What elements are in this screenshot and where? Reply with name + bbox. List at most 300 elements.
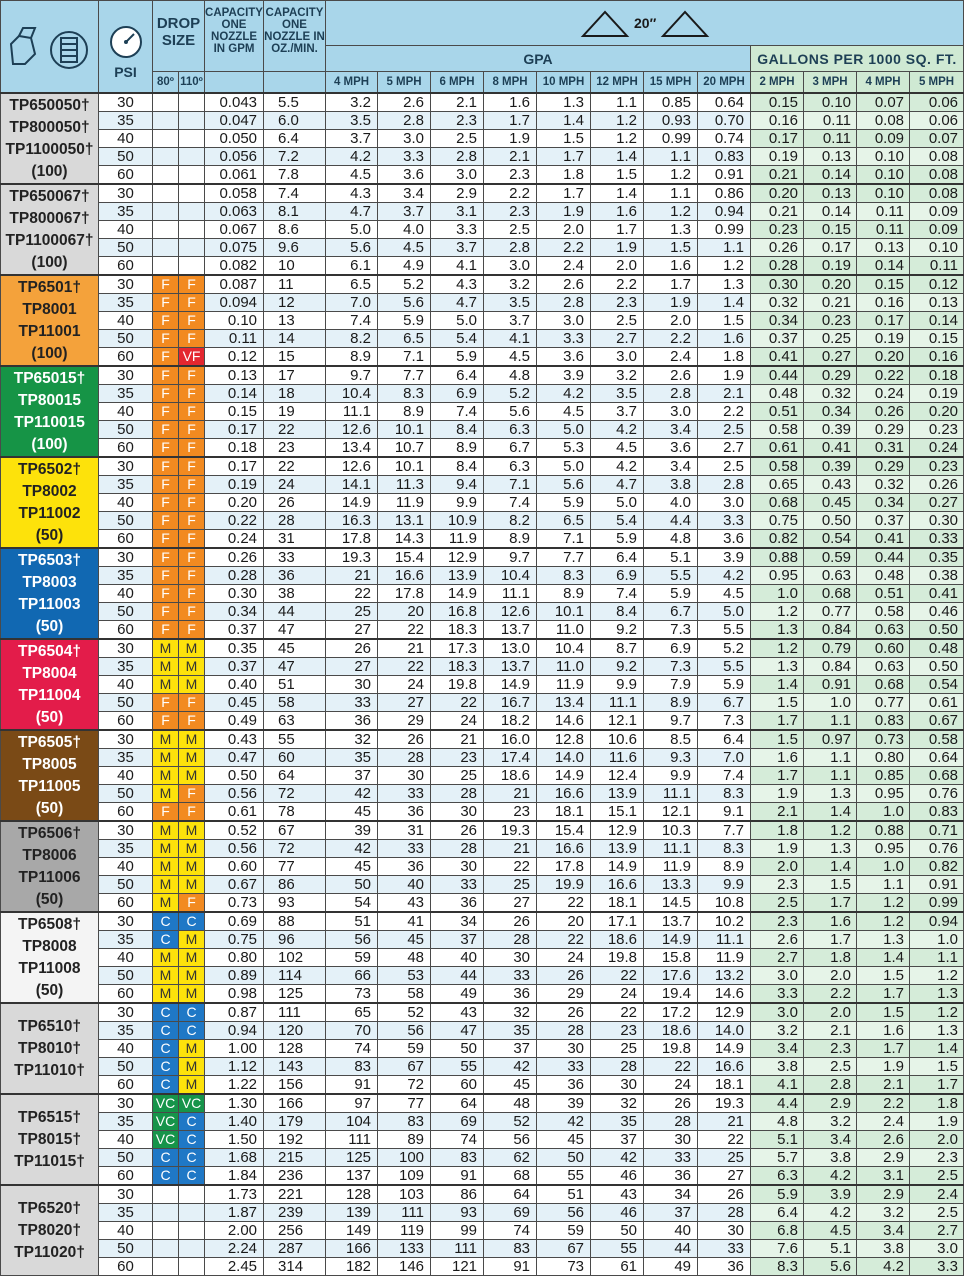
psi-cell: 35 — [99, 203, 153, 221]
gal-speed-header: 3 MPH — [804, 72, 857, 94]
gpa-cell: 4.4 — [644, 512, 698, 530]
gpa-cell: 99 — [431, 1222, 484, 1240]
gpa-cell: 91 — [431, 1167, 484, 1186]
gpa-cell: 7.1 — [537, 530, 591, 549]
gpa-cell: 56 — [326, 931, 378, 949]
gal-per-1000-cell: 0.58 — [857, 603, 910, 621]
gpa-cell: 2.8 — [378, 112, 431, 130]
gal-per-1000-cell: 1.4 — [910, 1040, 964, 1058]
psi-cell: 35 — [99, 476, 153, 494]
gal-per-1000-cell: 0.27 — [910, 494, 964, 512]
gal-per-1000-cell: 0.08 — [910, 166, 964, 185]
gpa-cell: 11.1 — [484, 585, 537, 603]
capacity-gpm-cell: 0.56 — [205, 785, 264, 803]
gal-per-1000-cell: 1.0 — [857, 858, 910, 876]
table-row — [1, 1204, 964, 1222]
psi-cell: 30 — [99, 275, 153, 294]
table-row — [1, 676, 964, 694]
gpa-cell: 5.0 — [326, 221, 378, 239]
gpa-cell: 2.2 — [698, 403, 751, 421]
gpa-cell: 5.3 — [537, 439, 591, 458]
drop-size-80-cell: C — [153, 1003, 179, 1022]
gpa-cell: 8.9 — [644, 694, 698, 712]
gal-per-1000-cell: 0.29 — [804, 366, 857, 385]
nozzle-model: TP8010† — [18, 1039, 81, 1057]
gpa-cell: 9.1 — [698, 803, 751, 822]
drop-size-80-cell — [153, 221, 179, 239]
table-row — [1, 148, 964, 166]
table-row — [1, 184, 964, 203]
gpa-cell: 27 — [326, 658, 378, 676]
drop-size-80-cell: M — [153, 785, 179, 803]
gpa-cell: 83 — [484, 1240, 537, 1258]
gpa-cell: 3.5 — [326, 112, 378, 130]
gal-per-1000-cell: 0.13 — [857, 239, 910, 257]
gal-per-1000-cell: 0.50 — [910, 621, 964, 640]
capacity-gpm-cell: 1.87 — [205, 1204, 264, 1222]
gpa-cell: 2.9 — [431, 184, 484, 203]
gal-per-1000-cell: 0.31 — [857, 439, 910, 458]
gpa-cell: 67 — [537, 1240, 591, 1258]
gal-per-1000-cell: 0.50 — [804, 512, 857, 530]
psi-cell: 30 — [99, 93, 153, 112]
drop-size-80-cell: M — [153, 749, 179, 767]
gal-per-1000-cell: 0.88 — [751, 548, 804, 567]
drop-size-110-cell: M — [179, 730, 205, 749]
gal-per-1000-cell: 6.4 — [751, 1204, 804, 1222]
gpa-cell: 2.3 — [484, 203, 537, 221]
table-row — [1, 712, 964, 731]
gpa-cell: 5.9 — [378, 312, 431, 330]
drop-size-110-cell: M — [179, 1076, 205, 1095]
capacity-gpm-cell: 1.84 — [205, 1167, 264, 1186]
gpa-cell: 30 — [431, 803, 484, 822]
table-row — [1, 1167, 964, 1186]
gal-per-1000-cell: 5.1 — [751, 1131, 804, 1149]
gal-per-1000-cell: 0.17 — [857, 312, 910, 330]
drop-size-80-cell — [153, 112, 179, 130]
gal-per-1000-cell: 1.2 — [751, 603, 804, 621]
gal-per-1000-cell: 4.5 — [804, 1222, 857, 1240]
gpa-cell: 4.5 — [378, 239, 431, 257]
gpa-cell: 21 — [484, 840, 537, 858]
drop-size-80-cell: F — [153, 294, 179, 312]
gal-per-1000-cell: 2.7 — [910, 1222, 964, 1240]
gal-per-1000-cell: 1.2 — [910, 967, 964, 985]
capacity-gpm-cell: 1.12 — [205, 1058, 264, 1076]
gpa-cell: 3.9 — [698, 548, 751, 567]
gal-per-1000-cell: 0.63 — [857, 621, 910, 640]
gal-per-1000-cell: 0.20 — [804, 275, 857, 294]
psi-cell: 40 — [99, 1222, 153, 1240]
gal-per-1000-cell: 3.0 — [751, 967, 804, 985]
gpa-cell: 28 — [537, 1022, 591, 1040]
gpa-cell: 18.6 — [484, 767, 537, 785]
capacity-gpm-cell: 0.17 — [205, 421, 264, 439]
gpa-cell: 11.1 — [644, 785, 698, 803]
capacity-oz-cell: 64 — [264, 767, 326, 785]
capacity-gpm-cell: 0.34 — [205, 603, 264, 621]
gal-per-1000-cell: 2.3 — [804, 1040, 857, 1058]
gpa-cell: 7.4 — [431, 403, 484, 421]
gpa-cell: 17.8 — [378, 585, 431, 603]
gpa-cell: 18.3 — [431, 621, 484, 640]
gal-per-1000-cell: 0.43 — [804, 476, 857, 494]
gpa-cell: 1.5 — [537, 130, 591, 148]
drop-size-80-cell: M — [153, 767, 179, 785]
drop-size-80-cell: M — [153, 658, 179, 676]
gpa-cell: 22 — [537, 894, 591, 913]
drop-size-110-cell: M — [179, 949, 205, 967]
gpa-cell: 47 — [431, 1022, 484, 1040]
gpa-cell: 7.3 — [698, 712, 751, 731]
drop-size-80-cell: M — [153, 676, 179, 694]
drop-size-110-cell: F — [179, 275, 205, 294]
psi-cell: 50 — [99, 1149, 153, 1167]
gal-per-1000-cell: 0.95 — [751, 567, 804, 585]
psi-cell: 35 — [99, 112, 153, 130]
gal-per-1000-cell: 0.32 — [804, 385, 857, 403]
gpa-cell: 9.2 — [591, 658, 644, 676]
gpa-cell: 0.99 — [698, 221, 751, 239]
nozzle-model: TP11015† — [14, 1152, 85, 1170]
gpa-cell: 18.1 — [698, 1076, 751, 1095]
gal-per-1000-cell: 0.48 — [857, 567, 910, 585]
psi-cell: 40 — [99, 949, 153, 967]
gpa-cell: 137 — [326, 1167, 378, 1186]
gpa-cell: 39 — [326, 821, 378, 840]
gpa-cell: 16.7 — [484, 694, 537, 712]
gpa-cell: 14.1 — [326, 476, 378, 494]
gal-per-1000-cell: 0.51 — [751, 403, 804, 421]
gpa-cell: 3.6 — [644, 439, 698, 458]
capacity-gpm-cell: 0.73 — [205, 894, 264, 913]
gpa-cell: 146 — [378, 1258, 431, 1276]
gal-per-1000-cell: 0.13 — [804, 184, 857, 203]
gpa-cell: 3.3 — [698, 512, 751, 530]
gal-per-1000-cell: 1.1 — [804, 712, 857, 731]
drop-size-110-cell: F — [179, 403, 205, 421]
gpa-cell: 5.5 — [698, 621, 751, 640]
gal-per-1000-cell: 6.8 — [751, 1222, 804, 1240]
gpa-cell: 7.1 — [484, 476, 537, 494]
gal-per-1000-cell: 3.3 — [751, 985, 804, 1004]
drop-size-110-cell: C — [179, 912, 205, 931]
gal-per-1000-cell: 1.3 — [751, 658, 804, 676]
gpa-cell: 54 — [326, 894, 378, 913]
drop-size-110-cell: F — [179, 603, 205, 621]
gpa-cell: 40 — [644, 1222, 698, 1240]
gpa-cell: 73 — [537, 1258, 591, 1276]
nozzle-group-label — [1, 1003, 99, 1094]
drop-size-110-cell: M — [179, 821, 205, 840]
gpa-cell: 42 — [326, 785, 378, 803]
gal-per-1000-cell: 3.2 — [804, 1113, 857, 1131]
drop-size-80-cell: F — [153, 512, 179, 530]
gpa-cell: 2.8 — [484, 239, 537, 257]
nozzle-model: TP1100050† — [5, 140, 94, 158]
drop-size-80-cell — [153, 184, 179, 203]
capacity-gpm-cell: 0.19 — [205, 476, 264, 494]
drop-size-110-cell: F — [179, 457, 205, 476]
gpa-cell: 26 — [698, 1185, 751, 1204]
gpa-cell: 13.7 — [644, 912, 698, 931]
gpa-cell: 14.0 — [537, 749, 591, 767]
gpa-cell: 2.8 — [537, 294, 591, 312]
gpa-cell: 4.2 — [537, 385, 591, 403]
nozzle-model: TP650050† — [9, 96, 90, 114]
gpa-cell: 30 — [431, 858, 484, 876]
gal-per-1000-cell: 1.7 — [857, 1040, 910, 1058]
capacity-oz-cell: 7.4 — [264, 184, 326, 203]
gpa-cell: 111 — [431, 1240, 484, 1258]
table-row — [1, 366, 964, 385]
gpa-cell: 16.0 — [484, 730, 537, 749]
gpa-cell: 1.4 — [591, 184, 644, 203]
gpa-cell: 50 — [326, 876, 378, 894]
gpa-cell: 50 — [431, 1040, 484, 1058]
gpa-cell: 8.2 — [326, 330, 378, 348]
psi-cell: 40 — [99, 585, 153, 603]
gpa-cell: 1.7 — [591, 221, 644, 239]
psi-cell: 30 — [99, 1185, 153, 1204]
gpa-cell: 16.6 — [378, 567, 431, 585]
capacity-gpm-cell: 0.063 — [205, 203, 264, 221]
nozzle-model: TP6506† — [18, 824, 81, 842]
capacity-gpm-cell: 0.20 — [205, 494, 264, 512]
gpa-cell: 50 — [591, 1222, 644, 1240]
drop-size-110-cell — [179, 184, 205, 203]
gpa-cell: 10.6 — [591, 730, 644, 749]
gpa-cell: 26 — [537, 1003, 591, 1022]
drop-size-80-cell: F — [153, 421, 179, 439]
gpa-cell: 2.2 — [591, 275, 644, 294]
gal-per-1000-cell: 0.29 — [857, 421, 910, 439]
capacity-oz-cell: 11 — [264, 275, 326, 294]
gal-per-1000-cell: 0.26 — [857, 403, 910, 421]
capacity-oz-cell: 67 — [264, 821, 326, 840]
gpa-cell: 13.4 — [326, 439, 378, 458]
gal-per-1000-cell: 2.1 — [857, 1076, 910, 1095]
drop-size-110-cell: M — [179, 658, 205, 676]
gal-per-1000-cell: 4.2 — [804, 1204, 857, 1222]
gpa-cell: 14.9 — [484, 676, 537, 694]
gal-per-1000-cell: 0.85 — [857, 767, 910, 785]
drop-size-80-cell: F — [153, 567, 179, 585]
gpa-cell: 10.7 — [378, 439, 431, 458]
gpa-cell: 1.5 — [644, 239, 698, 257]
drop-size-110-cell: C — [179, 1022, 205, 1040]
gpa-cell: 2.7 — [591, 330, 644, 348]
gal-per-1000-cell: 6.3 — [751, 1167, 804, 1186]
capacity-gpm-cell: 0.056 — [205, 148, 264, 166]
gpa-cell: 5.9 — [537, 494, 591, 512]
gal-per-1000-cell: 0.61 — [751, 439, 804, 458]
gal-per-1000-cell: 0.09 — [857, 130, 910, 148]
gpa-cell: 104 — [326, 1113, 378, 1131]
drop-size-80-cell: F — [153, 403, 179, 421]
psi-cell: 35 — [99, 1113, 153, 1131]
gal-per-1000-cell: 0.77 — [804, 603, 857, 621]
gal-per-1000-cell: 0.97 — [804, 730, 857, 749]
gpa-cell: 3.0 — [537, 312, 591, 330]
gpa-cell: 18.6 — [644, 1022, 698, 1040]
gpa-cell: 11.6 — [591, 749, 644, 767]
gpa-cell: 3.3 — [431, 221, 484, 239]
capacity-oz-cell: 31 — [264, 530, 326, 549]
gpa-cell: 13.9 — [591, 785, 644, 803]
drop-size-110-cell: M — [179, 676, 205, 694]
gpa-cell: 2.1 — [698, 385, 751, 403]
drop-size-80-cell: VC — [153, 1094, 179, 1113]
table-row — [1, 166, 964, 185]
drop-size-110-cell: M — [179, 639, 205, 658]
drop-size-110-cell: F — [179, 385, 205, 403]
gpa-cell: 0.83 — [698, 148, 751, 166]
gal-per-1000-cell: 2.1 — [751, 803, 804, 822]
capacity-table-body — [1, 93, 964, 1276]
nozzle-model: (100) — [31, 253, 68, 271]
gpa-cell: 28 — [484, 931, 537, 949]
gpa-cell: 0.94 — [698, 203, 751, 221]
table-row — [1, 894, 964, 913]
psi-cell: 40 — [99, 494, 153, 512]
capacity-oz-cell: 72 — [264, 785, 326, 803]
gpa-cell: 62 — [484, 1149, 537, 1167]
drop-110-degree-header: 110º — [179, 72, 205, 94]
gpa-cell: 12.6 — [326, 421, 378, 439]
drop-size-80-cell: VC — [153, 1113, 179, 1131]
capacity-gpm-cell: 0.050 — [205, 130, 264, 148]
nozzle-group-label — [1, 912, 99, 1003]
gpa-cell: 51 — [326, 912, 378, 931]
capacity-gpm-cell: 0.80 — [205, 949, 264, 967]
drop-size-110-cell: F — [179, 894, 205, 913]
gpa-cell: 2.5 — [698, 457, 751, 476]
gpa-cell: 1.2 — [644, 203, 698, 221]
gpa-cell: 111 — [378, 1204, 431, 1222]
gpa-cell: 6.4 — [698, 730, 751, 749]
nozzle-model: (50) — [35, 799, 64, 817]
gal-per-1000-cell: 0.12 — [910, 275, 964, 294]
gpa-cell: 26 — [378, 730, 431, 749]
psi-cell: 40 — [99, 858, 153, 876]
gpa-cell: 10.4 — [326, 385, 378, 403]
gpa-cell: 14.9 — [431, 585, 484, 603]
gpa-cell: 69 — [484, 1204, 537, 1222]
capacity-oz-header: CAPACITY ONE NOZZLE IN OZ./MIN. — [264, 1, 326, 72]
gal-per-1000-cell: 0.34 — [857, 494, 910, 512]
gal-per-1000-cell: 0.61 — [910, 694, 964, 712]
gpa-cell: 56 — [484, 1131, 537, 1149]
gpa-cell: 8.7 — [591, 639, 644, 658]
gal-per-1000-cell: 0.08 — [857, 112, 910, 130]
gpa-cell: 1.2 — [591, 112, 644, 130]
table-row — [1, 330, 964, 348]
gal-per-1000-cell: 1.1 — [804, 767, 857, 785]
gpa-cell: 32 — [484, 1003, 537, 1022]
capacity-oz-cell: 192 — [264, 1131, 326, 1149]
capacity-gpm-cell: 1.68 — [205, 1149, 264, 1167]
nozzle-group-label — [1, 548, 99, 639]
gpa-cell: 73 — [326, 985, 378, 1004]
gal-per-1000-cell: 0.28 — [751, 257, 804, 276]
gpa-cell: 2.5 — [484, 221, 537, 239]
gpa-cell: 3.3 — [378, 148, 431, 166]
drop-size-110-cell — [179, 112, 205, 130]
capacity-gpm-cell: 0.30 — [205, 585, 264, 603]
gpa-cell: 36 — [484, 985, 537, 1004]
gpa-cell: 50 — [537, 1149, 591, 1167]
gpa-cell: 11.1 — [698, 931, 751, 949]
gpa-cell: 2.8 — [698, 476, 751, 494]
gpa-cell: 44 — [644, 1240, 698, 1258]
psi-cell: 60 — [99, 1167, 153, 1186]
gpa-cell: 11.1 — [326, 403, 378, 421]
gpa-cell: 33 — [378, 840, 431, 858]
gpa-cell: 13.9 — [591, 840, 644, 858]
gal-per-1000-cell: 1.7 — [857, 985, 910, 1004]
gal-per-1000-cell: 0.14 — [804, 166, 857, 185]
drop-size-110-cell: F — [179, 512, 205, 530]
nozzle-group-label — [1, 1185, 99, 1276]
gal-per-1000-cell: 0.41 — [751, 348, 804, 367]
nozzle-model: TP8002 — [22, 482, 77, 500]
gpa-cell: 19.9 — [537, 876, 591, 894]
gal-per-1000-cell: 1.6 — [857, 1022, 910, 1040]
gpa-cell: 10.4 — [484, 567, 537, 585]
gal-per-1000-cell: 2.0 — [910, 1131, 964, 1149]
gpa-cell: 4.8 — [644, 530, 698, 549]
gpa-cell: 23 — [484, 803, 537, 822]
gpa-cell: 7.7 — [537, 548, 591, 567]
gpa-cell: 22 — [537, 931, 591, 949]
gal-per-1000-cell: 0.50 — [910, 658, 964, 676]
capacity-gpm-cell: 0.35 — [205, 639, 264, 658]
gpa-cell: 24 — [591, 985, 644, 1004]
nozzle-model: TP8006 — [22, 846, 77, 864]
gpa-cell: 1.9 — [537, 203, 591, 221]
gpa-cell: 16.8 — [431, 603, 484, 621]
drop-size-110-cell: C — [179, 1167, 205, 1186]
gpa-cell: 39 — [537, 1094, 591, 1113]
gpa-cell: 5.2 — [484, 385, 537, 403]
gal-per-1000-cell: 0.32 — [751, 294, 804, 312]
gpa-cell: 5.6 — [537, 476, 591, 494]
drop-size-80-cell: F — [153, 548, 179, 567]
gpa-cell: 10.9 — [431, 512, 484, 530]
gpa-cell: 3.1 — [431, 203, 484, 221]
gpa-cell: 1.2 — [698, 257, 751, 276]
gpa-cell: 11.9 — [431, 530, 484, 549]
gal-per-1000-cell: 0.63 — [857, 658, 910, 676]
gal-per-1000-cell: 0.83 — [857, 712, 910, 731]
gal-per-1000-cell: 0.25 — [804, 330, 857, 348]
gpa-cell: 14.6 — [537, 712, 591, 731]
psi-cell: 50 — [99, 1240, 153, 1258]
gpa-cell: 9.9 — [644, 767, 698, 785]
gpa-cell: 0.64 — [698, 93, 751, 112]
gpa-cell: 37 — [644, 1204, 698, 1222]
gpa-cell: 97 — [326, 1094, 378, 1113]
gpa-cell: 5.6 — [326, 239, 378, 257]
drop-size-80-cell: C — [153, 931, 179, 949]
gal-per-1000-cell: 0.09 — [910, 203, 964, 221]
psi-cell: 35 — [99, 385, 153, 403]
drop-size-110-cell: M — [179, 858, 205, 876]
psi-cell: 35 — [99, 658, 153, 676]
gal-per-1000-cell: 1.5 — [910, 1058, 964, 1076]
